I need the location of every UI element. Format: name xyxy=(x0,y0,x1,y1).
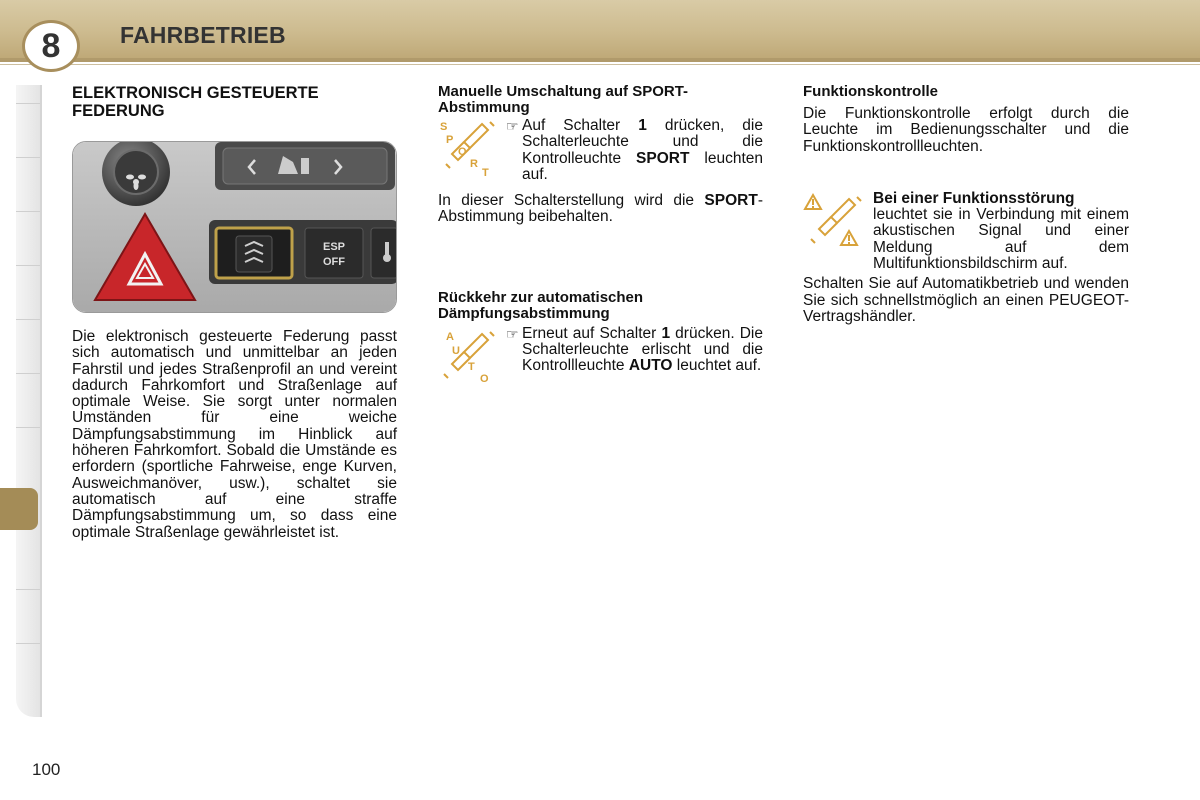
column-middle xyxy=(438,84,763,386)
suspension-fault-icon xyxy=(803,191,865,253)
svg-text:O: O xyxy=(458,146,467,158)
tab-divider xyxy=(16,643,40,644)
fault-block xyxy=(803,191,1129,272)
pointing-hand-icon: ☞ xyxy=(506,325,519,342)
tab-divider xyxy=(16,103,40,104)
sport-indicator-icon xyxy=(438,118,498,178)
page-number: 100 xyxy=(32,760,61,779)
dealer-paragraph: Schalten Sie auf Automatikbetrieb und wenden Sie sich schnellstmöglich an einen PEUGEOT-Vertragshändler. xyxy=(803,275,1129,325)
function-check-heading: Funktionskontrolle xyxy=(803,83,938,100)
svg-text:T: T xyxy=(468,360,475,373)
svg-text:S: S xyxy=(440,121,448,133)
svg-text:P: P xyxy=(446,134,454,146)
auto-heading: Rückkehr zur automatischen Dämpfungsabstimmung xyxy=(438,288,644,322)
tab-divider xyxy=(16,157,40,158)
esp-label: ESP xyxy=(322,241,346,253)
sport-paragraph: In dieser Schalterstellung wird die SPORT-Abstimmung beibehalten. xyxy=(438,192,763,226)
tab-divider xyxy=(16,211,40,212)
tab-divider xyxy=(16,319,40,320)
sport-step xyxy=(438,118,763,183)
header-rule-thin xyxy=(0,64,1200,65)
column-left xyxy=(72,84,397,120)
tab-divider xyxy=(16,427,40,428)
tab-divider xyxy=(16,373,40,374)
header-rule xyxy=(0,58,1200,62)
sport-step-text: Auf Schalter 1 drücken, die Schalterleuchte und die Kontrolleuchte SPORT leuchten auf. xyxy=(522,117,763,183)
auto-indicator-icon xyxy=(438,326,498,386)
chapter-number-badge: 8 xyxy=(22,20,80,72)
tab-divider xyxy=(16,265,40,266)
svg-text:O: O xyxy=(480,372,489,385)
active-chapter-tab[interactable] xyxy=(0,488,38,530)
fault-text: Bei einer Funktionsstörung leuchtet sie in Verbindung mit einem akustischen Signal und einer Meldung auf dem Multifunktionsbildschirm auf. xyxy=(873,189,1129,273)
svg-text:R: R xyxy=(470,158,478,170)
pointing-hand-icon: ☞ xyxy=(506,118,519,134)
function-check-paragraph: Die Funktionskontrolle erfolgt durch die Leuchte im Bedienungsschalter und die Funktionskontrollleuchten. xyxy=(803,105,1129,155)
tab-divider xyxy=(16,589,40,590)
sport-heading: Manuelle Umschaltung auf SPORT-Abstimmung xyxy=(438,83,689,116)
svg-text:A: A xyxy=(446,330,454,343)
chapter-title: FAHRBETRIEB xyxy=(120,22,286,48)
intro-text-block xyxy=(72,329,397,541)
off-label: OFF xyxy=(323,256,345,268)
svg-text:T: T xyxy=(482,167,489,178)
intro-paragraph: Die elektronisch gesteuerte Federung passt sich automatisch und unmittelbar an jeden Fahrstil und jedes Straßenprofil an und vereint dadurch Fahrkomfort und Straßenlage auf optimale Weise. Sie sorgt unter normalen Umständen für eine weiche Dämpfungsabstimmung im Hinblick auf höheren Fahrkomfort. Sobald die Umstände es erfordern (sportliche Fahrweise, enge Kurven, Ausweichmanöver, usw.), schaltet sie automatisch auf eine straffe Dämpfungsabstimmung um, so dass eine optimale Straßenlage gewährleistet ist. xyxy=(72,328,397,541)
svg-text:U: U xyxy=(452,344,460,357)
column-right xyxy=(803,84,1129,325)
chapter-tab-rail xyxy=(16,85,42,717)
suspension-switch-photo xyxy=(72,141,397,313)
section-title: ELEKTRONISCH GESTEUERTE FEDERUNG xyxy=(72,84,319,120)
auto-step-text: Erneut auf Schalter 1 drücken. Die Schalterleuchte erlischt und die Kontrollleuchte AUTO leuchtet auf. xyxy=(522,324,764,375)
auto-step xyxy=(438,326,763,386)
